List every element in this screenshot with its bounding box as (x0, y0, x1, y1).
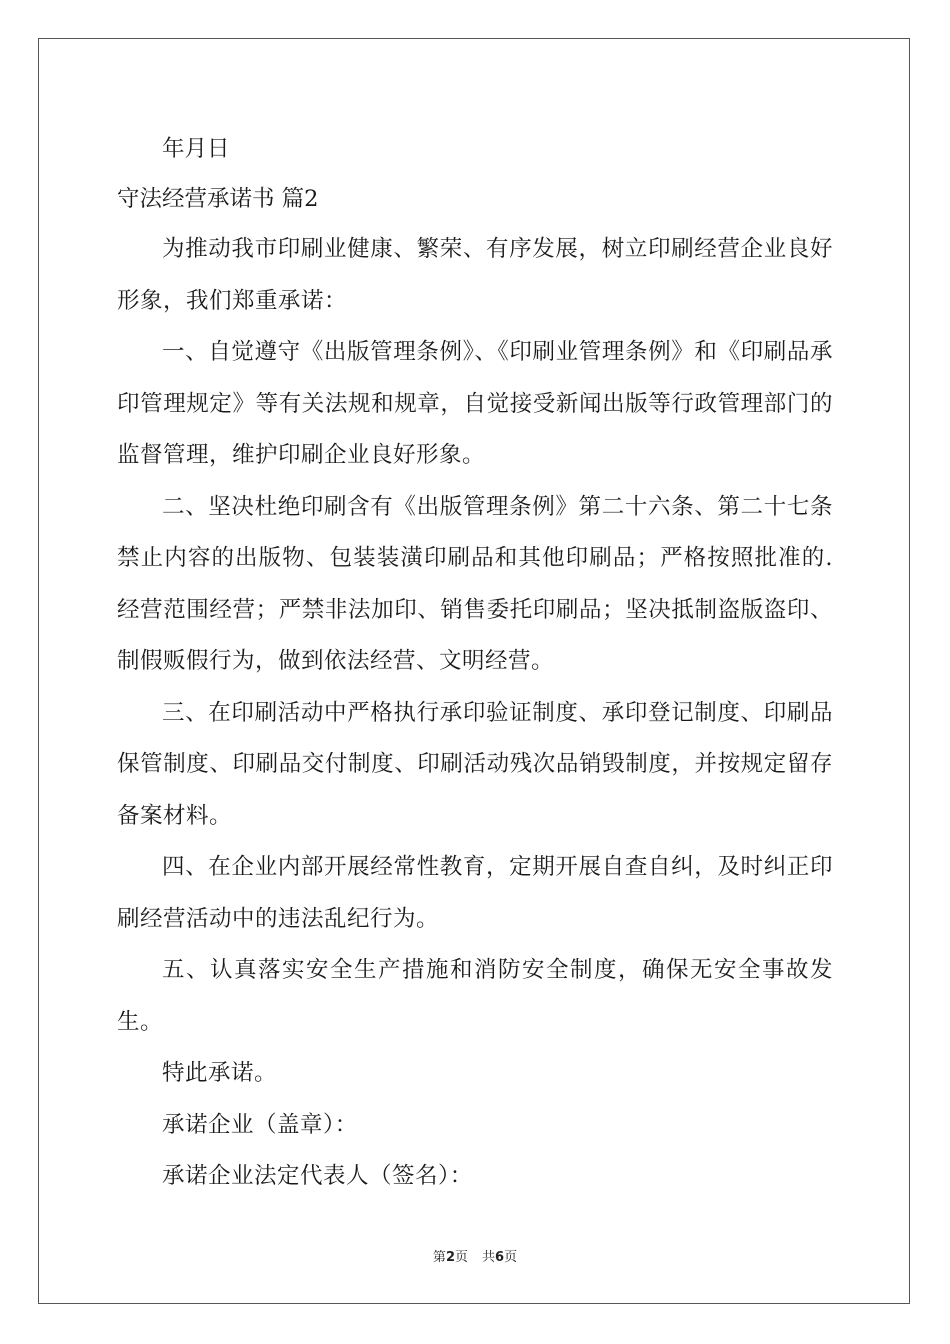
signature-representative: 承诺企业法定代表人（签名）： (162, 1163, 473, 1189)
page-total: 6 (495, 1250, 505, 1265)
section-heading: 守法经营承诺书 篇2 (117, 186, 319, 212)
total-label-prefix: 共 (482, 1250, 496, 1265)
total-label-suffix: 页 (504, 1250, 518, 1265)
page-footer (0, 1246, 950, 1265)
page-number: 2 (445, 1250, 455, 1265)
document-body (117, 124, 833, 1203)
paragraph-item-1: 一、自觉遵守《出版管理条例》、《印刷业管理条例》和《印刷品承印管理规定》等有关法规和规章，自觉接受新闻出版等行政管理部门的监督管理，维护印刷企业良好形象。 (117, 339, 833, 468)
signature-company: 承诺企业（盖章）： (162, 1111, 358, 1138)
paragraph-item-3: 三、在印刷活动中严格执行承印验证制度、承印登记制度、印刷品保管制度、印刷品交付制度、印刷活动残次品销毁制度，并按规定留存备案材料。 (117, 699, 833, 829)
paragraph-intro: 为推动我市印刷业健康、繁荣、有序发展，树立印刷经营企业良好形象，我们郑重承诺： (117, 236, 833, 314)
closing-statement: 特此承诺。 (162, 1060, 278, 1086)
paragraph-item-4: 四、在企业内部开展经常性教育，定期开展自查自纠，及时纠正印刷经营活动中的违法乱纪行为。 (117, 854, 833, 932)
paragraph-item-2: 二、坚决杜绝印刷含有《出版管理条例》第二十六条、第二十七条禁止内容的出版物、包装装潢印刷品和其他印刷品；严格按照批准的.经营范围经营；严禁非法加印、销售委托印刷品；坚决抵制盗版盗印、制假贩假行为，做到依法经营、文明经营。 (117, 493, 833, 674)
page-label-prefix: 第 (432, 1250, 446, 1265)
date-line: 年月日 (162, 136, 230, 162)
paragraph-item-5: 五、认真落实安全生产措施和消防安全制度，确保无安全事故发生。 (117, 957, 833, 1035)
page-label-suffix: 页 (454, 1250, 468, 1265)
